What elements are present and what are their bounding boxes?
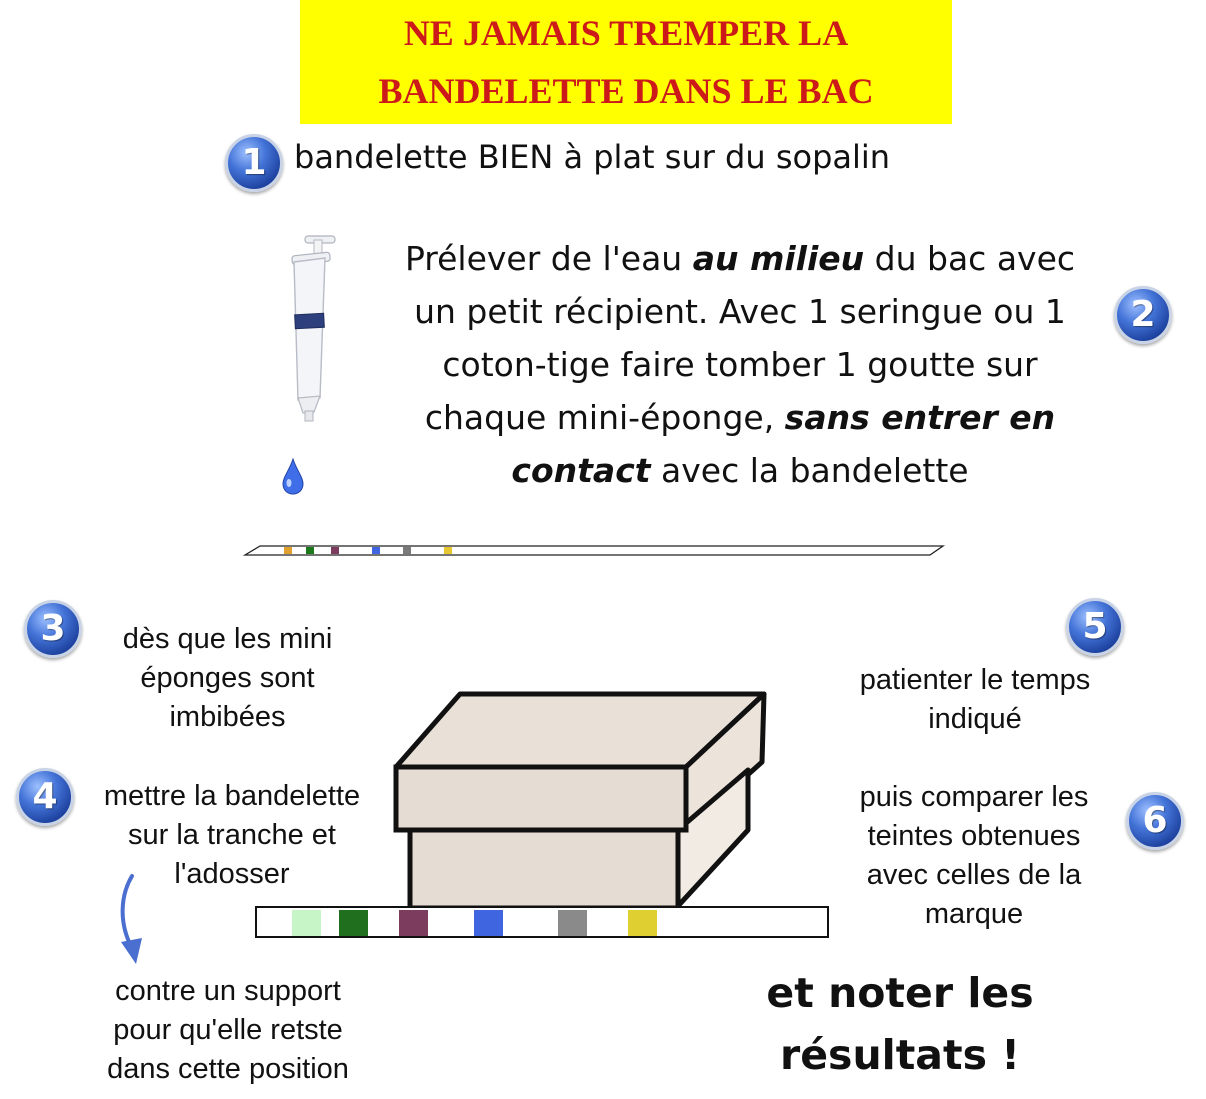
water-drop-icon	[281, 458, 305, 496]
warning-line-2: BANDELETTE DANS LE BAC	[378, 71, 874, 111]
final-line-1: et noter les	[766, 969, 1034, 1017]
step-2-part-3: avec la bandelette	[650, 451, 969, 490]
strip-pad-large-1	[292, 910, 321, 936]
strip-pad-5	[403, 547, 411, 554]
step-6-line-1: puis comparer les	[859, 781, 1089, 813]
step-2-part-1: Prélever de l'eau	[404, 239, 693, 278]
step-6-line-3: avec celles de la	[866, 859, 1082, 891]
step-6-line-2: teintes obtenues	[867, 820, 1081, 852]
step-3-line-2: éponges sont	[140, 662, 315, 694]
strip-pad-2	[306, 547, 314, 554]
box-illustration	[380, 682, 780, 912]
final-instruction	[740, 962, 1060, 1086]
curved-arrow-icon	[108, 872, 158, 970]
strip-pad-large-3	[399, 910, 428, 936]
step-6-line-4: marque	[924, 898, 1024, 930]
step-6-text	[836, 778, 1112, 934]
step-1-text: bandelette BIEN à plat sur du sopalin	[294, 138, 891, 176]
step-4-line-3: l'adosser	[174, 858, 290, 890]
support-line-2: pour qu'elle retste	[113, 1014, 343, 1046]
step-5-badge: 5	[1066, 598, 1124, 656]
final-line-2: résultats !	[780, 1031, 1020, 1079]
strip-pad-large-4	[474, 910, 503, 936]
step-2-emphasis-1: au milieu	[692, 239, 865, 278]
step-2-badge: 2	[1114, 286, 1172, 344]
strip-pad-large-5	[558, 910, 587, 936]
support-line-3: dans cette position	[107, 1053, 349, 1085]
step-3-badge: 3	[24, 600, 82, 658]
strip-pad-6	[444, 547, 452, 554]
step-1-badge: 1	[225, 134, 283, 192]
step-2-text	[380, 232, 1100, 497]
strip-pad-4	[372, 547, 380, 554]
step-4-line-2: sur la tranche et	[128, 819, 336, 851]
strip-pad-large-2	[339, 910, 368, 936]
strip-pad-3	[331, 547, 339, 554]
step-5-line-2: indiqué	[928, 703, 1022, 735]
step-4-line-1: mettre la bandelette	[103, 780, 361, 812]
syringe-icon	[270, 230, 340, 425]
strip-pad-large-6	[628, 910, 657, 936]
step-5-text	[838, 661, 1112, 739]
step-6-badge: 6	[1126, 792, 1184, 850]
step-5-line-1: patienter le temps	[859, 664, 1091, 696]
box-base-front	[410, 828, 678, 908]
warning-line-1: NE JAMAIS TREMPER LA	[403, 13, 849, 53]
strip-pad-1	[284, 547, 292, 554]
test-strip-flat	[240, 540, 950, 560]
step-2-part-2: du bac avec un petit récipient. Avec 1 seringue ou 1 coton-tige faire tomber 1 goutte sur chaque mini-éponge,	[414, 239, 1076, 437]
step-3-text	[90, 620, 365, 737]
step-4-badge: 4	[16, 768, 74, 826]
box-lid-front	[396, 767, 686, 830]
warning-banner	[300, 0, 952, 124]
step-3-line-1: dès que les mini	[122, 623, 333, 655]
support-line-1: contre un support	[115, 975, 341, 1007]
test-strip-upright	[255, 906, 829, 938]
support-text	[80, 972, 376, 1089]
step-3-line-3: imbibées	[169, 701, 286, 733]
step-2-emphasis-2: sans entrer en contact	[511, 398, 1056, 490]
